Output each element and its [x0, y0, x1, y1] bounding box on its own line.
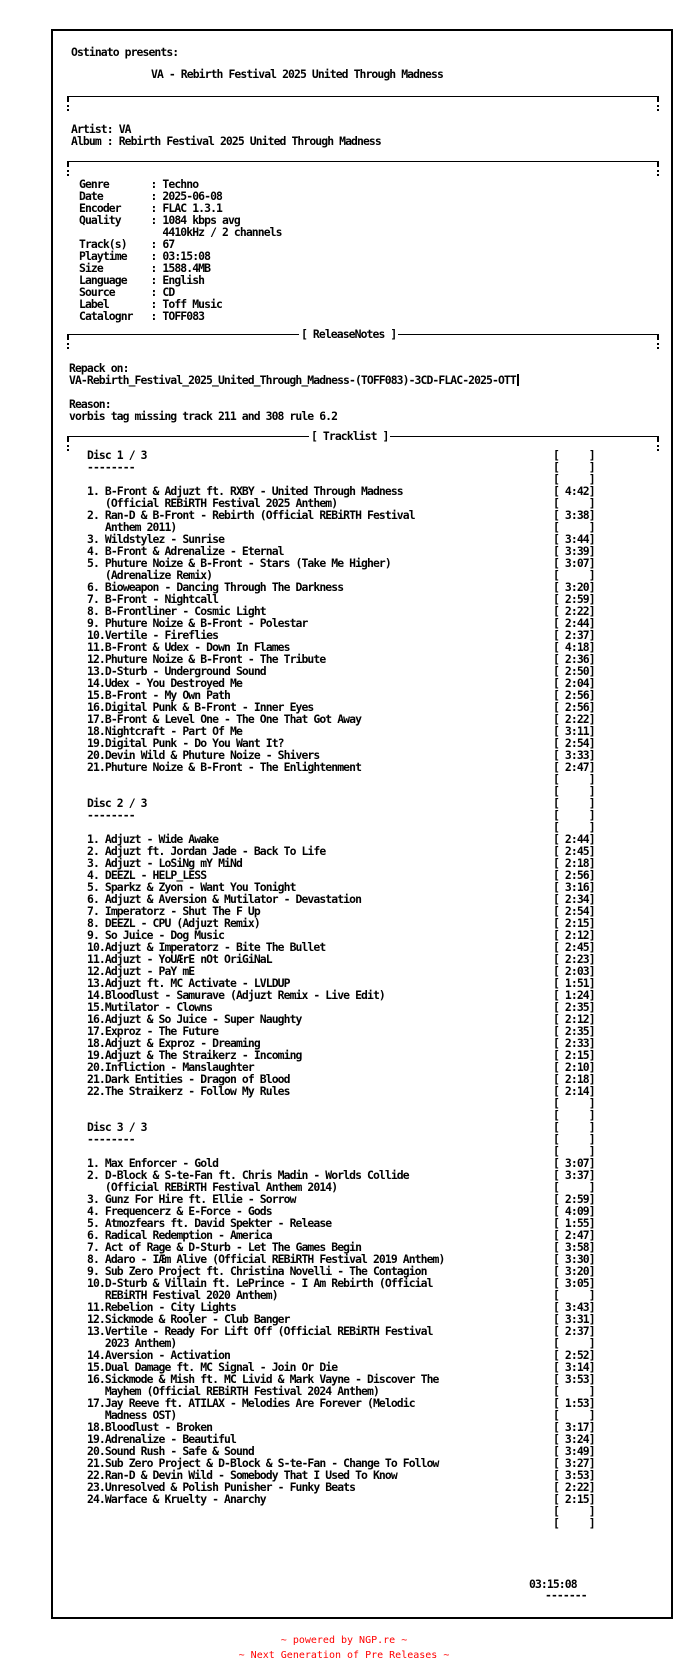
- track-duration: [ ]: [553, 808, 595, 822]
- frame-dots: [67, 445, 69, 451]
- track-duration: [ 2:04]: [553, 676, 595, 690]
- disc-title-text: Disc 2 / 3: [87, 796, 147, 810]
- blank-row: [87, 1505, 613, 1517]
- track-title: 19.Adrenalize - Beautiful: [87, 1432, 236, 1446]
- track-duration: [ 1:51]: [553, 976, 595, 990]
- track-duration: [ 2:23]: [553, 952, 595, 966]
- track-title: 7. Act of Rage & D-Sturb - Let The Games Begin: [87, 1240, 362, 1254]
- track-duration: [ 2:37]: [553, 1324, 595, 1338]
- track-title: 21.Sub Zero Project & D-Block & S-te-Fan - Change To Follow: [87, 1456, 439, 1470]
- disc-underline: [87, 461, 613, 473]
- info-separator: :: [150, 177, 163, 191]
- track-title: 4. DEEZL - HELP_LESS: [87, 868, 207, 882]
- track-row: [87, 761, 613, 773]
- track-row-continuation-text: Mayhem (Official REBiRTH Festival 2024 Anthem): [87, 1384, 379, 1398]
- track-title: 7. Imperatorz - Shut The F Up: [87, 904, 260, 918]
- track-duration: [ ]: [553, 520, 595, 534]
- blank-row: [87, 1517, 613, 1529]
- releasenotes-title: [ ReleaseNotes ]: [301, 327, 397, 341]
- track-duration: [ 3:07]: [553, 1156, 595, 1170]
- track-title: 6. Adjuzt & Aversion & Mutilator - Devastation: [87, 892, 362, 906]
- track-duration: [ 4:18]: [553, 640, 595, 654]
- album-line: [71, 135, 381, 147]
- album-label: Album :: [71, 134, 113, 148]
- track-title: 13.D-Sturb - Underground Sound: [87, 664, 266, 678]
- track-title: 2. D-Block & S-te-Fan ft. Chris Madin - Worlds Collide: [87, 1168, 409, 1182]
- track-duration: [ 3:49]: [553, 1444, 595, 1458]
- disc-underline: [87, 1133, 613, 1145]
- track-duration: [ 2:44]: [553, 832, 595, 846]
- section-frame-tracklist: [67, 429, 659, 445]
- track-duration: [ 2:52]: [553, 1348, 595, 1362]
- track-title: 10.Vertile - Fireflies: [87, 628, 219, 642]
- blank-row-text: [87, 773, 553, 785]
- track-duration: [ 2:03]: [553, 964, 595, 978]
- track-duration: [ 3:20]: [553, 580, 595, 594]
- total-playtime: 03:15:08: [529, 1577, 577, 1591]
- track-duration: [ 2:54]: [553, 736, 595, 750]
- track-duration: [ 3:31]: [553, 1312, 595, 1326]
- track-title: 14.Aversion - Activation: [87, 1348, 230, 1362]
- track-duration: [ 1:53]: [553, 1396, 595, 1410]
- track-row-continuation-text: (Official REBiRTH Festival Anthem 2014): [87, 1180, 338, 1194]
- track-title: 5. Sparkz & Zyon - Want You Tonight: [87, 880, 296, 894]
- track-title: 15.B-Front - My Own Path: [87, 688, 230, 702]
- track-duration: [ ]: [553, 796, 595, 810]
- info-separator: :: [150, 261, 163, 275]
- info-value: 67: [162, 237, 175, 251]
- track-title: 4. Frequencerz & E-Force - Gods: [87, 1204, 272, 1218]
- disc-title: [87, 797, 613, 809]
- track-title: 22.Ran-D & Devin Wild - Somebody That I Used To Know: [87, 1468, 397, 1482]
- blank-row: [87, 773, 613, 785]
- blank-row: [87, 1097, 613, 1109]
- track-title: 2. Ran-D & B-Front - Rebirth (Official REBiRTH Festival: [87, 508, 415, 522]
- track-duration: [ 3:39]: [553, 544, 595, 558]
- track-duration: [ 2:37]: [553, 628, 595, 642]
- track-row-continuation-text: REBiRTH Festival 2020 Anthem): [87, 1288, 278, 1302]
- track-duration: [ 3:17]: [553, 1420, 595, 1434]
- frame-dots: [67, 343, 69, 349]
- track-title: 19.Adjuzt & The Straikerz - Incoming: [87, 1048, 302, 1062]
- info-separator: :: [150, 201, 163, 215]
- track-title: 22.The Straikerz - Follow My Rules: [87, 1084, 290, 1098]
- info-value: English: [162, 273, 205, 287]
- blank-row: [87, 1109, 613, 1121]
- track-duration: [ 3:27]: [553, 1456, 595, 1470]
- track-duration: [ 2:15]: [553, 916, 595, 930]
- info-row: [79, 310, 282, 322]
- footer-tagline: ~ Next Generation of Pre Releases ~: [238, 1650, 450, 1661]
- section-frame-releasenotes: [67, 327, 659, 343]
- track-title: 16.Digital Punk & B-Front - Inner Eyes: [87, 700, 314, 714]
- section-frame-artist: [67, 96, 659, 105]
- track-duration: [ 2:56]: [553, 868, 595, 882]
- info-label: Genre: [79, 177, 151, 191]
- track-row-continuation-text: Anthem 2011): [87, 520, 177, 534]
- info-separator: :: [150, 213, 163, 227]
- blank-row-text: [87, 1097, 553, 1109]
- info-label: Source: [79, 285, 151, 299]
- track-title: 4. B-Front & Adrenalize - Eternal: [87, 544, 284, 558]
- info-label: Label: [79, 297, 151, 311]
- info-separator: :: [150, 285, 163, 299]
- track-duration: [ 3:11]: [553, 724, 595, 738]
- track-title: 16.Adjuzt & So Juice - Super Naughty: [87, 1012, 302, 1026]
- track-title: 20.Infliction - Manslaughter: [87, 1060, 254, 1074]
- track-duration: [ 2:18]: [553, 1072, 595, 1086]
- track-duration: [ 3:43]: [553, 1300, 595, 1314]
- disc-underline-text: --------: [87, 808, 135, 822]
- info-value: TOFF083: [162, 309, 205, 323]
- disc-underline-text: --------: [87, 1132, 135, 1146]
- text-cursor: [517, 374, 519, 386]
- frame-dots: [67, 105, 69, 111]
- info-label: Quality: [79, 213, 151, 227]
- track-duration: [ 3:38]: [553, 508, 595, 522]
- track-row: [87, 1493, 613, 1505]
- track-duration: [ ]: [553, 1408, 595, 1422]
- track-duration: [ 2:15]: [553, 1048, 595, 1062]
- track-row-continuation-text: Madness OST): [87, 1408, 177, 1422]
- info-label: Playtime: [79, 249, 151, 263]
- track-duration: [ 1:24]: [553, 988, 595, 1002]
- track-duration: [ 2:45]: [553, 844, 595, 858]
- blank-row-text: [87, 1109, 553, 1121]
- track-title: 13.Vertile - Ready For Lift Off (Official REBiRTH Festival: [87, 1324, 433, 1338]
- track-title: 1. B-Front & Adjuzt ft. RXBY - United Through Madness: [87, 484, 403, 498]
- track-title: 5. Atmozfears ft. David Spekter - Release: [87, 1216, 332, 1230]
- track-title: 2. Adjuzt ft. Jordan Jade - Back To Life: [87, 844, 326, 858]
- track-duration: [ 2:59]: [553, 592, 595, 606]
- track-title: 12.Sickmode & Rooler - Club Banger: [87, 1312, 290, 1326]
- track-duration: [ 2:45]: [553, 940, 595, 954]
- track-duration: [ ]: [553, 1144, 595, 1158]
- track-title: 14.Bloodlust - Samurave (Adjuzt Remix - Live Edit): [87, 988, 385, 1002]
- track-duration: [ ]: [553, 448, 595, 462]
- track-title: 17.Exproz - The Future: [87, 1024, 219, 1038]
- track-duration: [ 3:53]: [553, 1468, 595, 1482]
- track-duration: [ ]: [553, 1384, 595, 1398]
- blank-row-text: [87, 785, 553, 797]
- track-duration: [ 3:33]: [553, 748, 595, 762]
- track-title: 3. Wildstylez - Sunrise: [87, 532, 225, 546]
- track-title: 20.Sound Rush - Safe & Sound: [87, 1444, 254, 1458]
- info-label: Encoder: [79, 201, 151, 215]
- info-separator: :: [150, 189, 163, 203]
- track-duration: [ 3:44]: [553, 532, 595, 546]
- info-value: 1084 kbps avg: [162, 213, 240, 227]
- presents-text: Ostinato presents:: [71, 45, 179, 59]
- track-duration: [ 3:58]: [553, 1240, 595, 1254]
- track-duration: [ 3:14]: [553, 1360, 595, 1374]
- track-duration: [ 2:22]: [553, 604, 595, 618]
- track-title: 18.Adjuzt & Exproz - Dreaming: [87, 1036, 260, 1050]
- track-title: 8. DEEZL - CPU (Adjuzt Remix): [87, 916, 260, 930]
- blank-row-text: [87, 1517, 553, 1529]
- track-duration: [ ]: [553, 1132, 595, 1146]
- track-duration: [ 2:47]: [553, 760, 595, 774]
- track-duration: [ 3:20]: [553, 1264, 595, 1278]
- track-title: 15.Dual Damage ft. MC Signal - Join Or Die: [87, 1360, 338, 1374]
- repack-release-name: VA-Rebirth_Festival_2025_United_Through_Madness-(TOFF083)-3CD-FLAC-2025-OTT: [69, 373, 516, 387]
- frame-dots: [657, 445, 659, 451]
- info-value: Toff Music: [162, 297, 222, 311]
- info-separator: :: [150, 237, 163, 251]
- track-title: 9. Sub Zero Project ft. Christina Novelli - The Contagion: [87, 1264, 427, 1278]
- info-label: Track(s): [79, 237, 151, 251]
- track-title: 1. Adjuzt - Wide Awake: [87, 832, 219, 846]
- track-duration: [ 3:05]: [553, 1276, 595, 1290]
- disc-underline: [87, 809, 613, 821]
- disc-underline-text: --------: [87, 460, 135, 474]
- info-separator: :: [150, 273, 163, 287]
- album-value: Rebirth Festival 2025 United Through Madness: [118, 134, 381, 148]
- track-duration: [ ]: [553, 460, 595, 474]
- track-title: 19.Digital Punk - Do You Want It?: [87, 736, 284, 750]
- track-duration: [ ]: [553, 568, 595, 582]
- track-duration: [ 2:22]: [553, 712, 595, 726]
- tracklist-title: [ Tracklist ]: [311, 429, 389, 443]
- track-duration: [ ]: [553, 1516, 595, 1530]
- artist-value: VA: [118, 122, 131, 136]
- track-duration: [ 2:10]: [553, 1060, 595, 1074]
- track-duration: [ 2:56]: [553, 700, 595, 714]
- track-duration: [ ]: [553, 1336, 595, 1350]
- info-separator: :: [150, 309, 163, 323]
- track-title: 10.D-Sturb & Villain ft. LePrince - I Am Rebirth (Official: [87, 1276, 433, 1290]
- frame-dots: [67, 170, 69, 176]
- info-list: [79, 178, 282, 322]
- track-duration: [ 3:07]: [553, 556, 595, 570]
- track-title: 3. Adjuzt - LoSiNg mY MiNd: [87, 856, 242, 870]
- info-value: 4410kHz / 2 channels: [162, 225, 282, 239]
- track-title: 18.Bloodlust - Broken: [87, 1420, 213, 1434]
- track-title: 6. Radical Redemption - America: [87, 1228, 272, 1242]
- frame-dots: [657, 105, 659, 111]
- artist-label: Artist:: [71, 122, 113, 136]
- track-duration: [ 2:47]: [553, 1228, 595, 1242]
- track-title: 14.Udex - You Destroyed Me: [87, 676, 242, 690]
- frame-dots: [657, 170, 659, 176]
- track-title: 16.Sickmode & Mish ft. MC Livid & Mark Vayne - Discover The: [87, 1372, 439, 1386]
- track-duration: [ ]: [553, 1120, 595, 1134]
- info-separator: :: [150, 297, 163, 311]
- track-title: 21.Phuture Noize & B-Front - The Enlightenment: [87, 760, 362, 774]
- track-title: 11.Rebelion - City Lights: [87, 1300, 236, 1314]
- track-duration: [ ]: [553, 1108, 595, 1122]
- repack-label: Repack on:: [69, 361, 129, 375]
- info-value: CD: [162, 285, 175, 299]
- track-duration: [ 2:36]: [553, 652, 595, 666]
- disc-title: [87, 1121, 613, 1133]
- disc-title-text: Disc 1 / 3: [87, 448, 147, 462]
- track-title: 3. Gunz For Hire ft. Ellie - Sorrow: [87, 1192, 296, 1206]
- track-row-continuation-text: (Adrenalize Remix): [87, 568, 213, 582]
- track-title: 8. B-Frontliner - Cosmic Light: [87, 604, 266, 618]
- frame-dots: [657, 343, 659, 349]
- track-duration: [ 3:37]: [553, 1168, 595, 1182]
- track-duration: [ 3:16]: [553, 880, 595, 894]
- disc-title: [87, 449, 613, 461]
- track-title: 17.Jay Reeve ft. ATILAX - Melodies Are Forever (Melodic: [87, 1396, 415, 1410]
- info-separator: :: [150, 249, 163, 263]
- track-duration: [ 4:42]: [553, 484, 595, 498]
- track-duration: [ 2:35]: [553, 1024, 595, 1038]
- track-title: 9. So Juice - Dog Music: [87, 928, 225, 942]
- blank-row: [87, 785, 613, 797]
- info-label: Language: [79, 273, 151, 287]
- track-duration: [ 3:53]: [553, 1372, 595, 1386]
- track-title: 8. Adaro - IÆm Alive (Official REBiRTH Festival 2019 Anthem): [87, 1252, 445, 1266]
- track-title: 23.Unresolved & Polish Punisher - Funky Beats: [87, 1480, 356, 1494]
- reason-value: vorbis tag missing track 211 and 308 rule 6.2: [69, 409, 338, 423]
- info-value: Techno: [162, 177, 199, 191]
- track-duration: [ 3:24]: [553, 1432, 595, 1446]
- track-duration: [ 2:12]: [553, 928, 595, 942]
- track-title: 11.Adjuzt - YoUÆrE nOt OriGiNaL: [87, 952, 272, 966]
- info-value: 2025-06-08: [162, 189, 222, 203]
- disc-title-text: Disc 3 / 3: [87, 1120, 147, 1134]
- track-duration: [ 1:55]: [553, 1216, 595, 1230]
- track-title: 13.Adjuzt ft. MC Activate - LVLDUP: [87, 976, 290, 990]
- track-duration: [ 3:30]: [553, 1252, 595, 1266]
- track-row-continuation-text: (Official REBiRTH Festival 2025 Anthem): [87, 496, 338, 510]
- track-duration: [ 2:15]: [553, 1492, 595, 1506]
- track-duration: [ 2:12]: [553, 1012, 595, 1026]
- track-duration: [ 2:59]: [553, 1192, 595, 1206]
- track-duration: [ 2:54]: [553, 904, 595, 918]
- track-title: 12.Adjuzt - PaY mE: [87, 964, 195, 978]
- track-title: 18.Nightcraft - Part Of Me: [87, 724, 242, 738]
- info-label: Catalognr: [79, 309, 151, 323]
- reason-label: Reason:: [69, 397, 111, 411]
- track-duration: [ ]: [553, 772, 595, 786]
- info-value: 03:15:08: [162, 249, 211, 263]
- track-title: 11.B-Front & Udex - Down In Flames: [87, 640, 290, 654]
- track-title: 6. Bioweapon - Dancing Through The Darkness: [87, 580, 344, 594]
- track-duration: [ 2:50]: [553, 664, 595, 678]
- track-title: 15.Mutilator - Clowns: [87, 1000, 213, 1014]
- track-duration: [ ]: [553, 1096, 595, 1110]
- track-duration: [ ]: [553, 1504, 595, 1518]
- blank-row-text: [87, 1505, 553, 1517]
- track-title: 17.B-Front & Level One - The One That Got Away: [87, 712, 362, 726]
- track-duration: [ 2:22]: [553, 1480, 595, 1494]
- track-duration: [ ]: [553, 496, 595, 510]
- track-title: 21.Dark Entities - Dragon of Blood: [87, 1072, 290, 1086]
- track-title: 7. B-Front - Nightcall: [87, 592, 219, 606]
- track-duration: [ 2:33]: [553, 1036, 595, 1050]
- track-duration: [ ]: [553, 784, 595, 798]
- info-value: 1588.4MB: [162, 261, 211, 275]
- track-duration: [ ]: [553, 472, 595, 486]
- release-title: VA - Rebirth Festival 2025 United Through Madness: [151, 67, 443, 81]
- section-frame-info: [67, 161, 659, 170]
- track-duration: [ 2:14]: [553, 1084, 595, 1098]
- info-value: FLAC 1.3.1: [162, 201, 222, 215]
- nfo-document: [51, 29, 673, 1619]
- track-duration: [ ]: [553, 1288, 595, 1302]
- track-title: 5. Phuture Noize & B-Front - Stars (Take Me Higher): [87, 556, 391, 570]
- track-title: 10.Adjuzt & Imperatorz - Bite The Bullet: [87, 940, 326, 954]
- track-duration: [ 2:56]: [553, 688, 595, 702]
- track-duration: [ ]: [553, 820, 595, 834]
- track-duration: [ 2:34]: [553, 892, 595, 906]
- track-duration: [ ]: [553, 1180, 595, 1194]
- repack-value: [69, 374, 519, 386]
- track-title: 1. Max Enforcer - Gold: [87, 1156, 219, 1170]
- info-label: Size: [79, 261, 151, 275]
- footer-powered-by: ~ powered by NGP.re ~: [280, 1635, 408, 1646]
- track-title: 24.Warface & Kruelty - Anarchy: [87, 1492, 266, 1506]
- track-title: 9. Phuture Noize & B-Front - Polestar: [87, 616, 308, 630]
- track-row-continuation-text: 2023 Anthem): [87, 1336, 177, 1350]
- track-duration: [ 4:09]: [553, 1204, 595, 1218]
- track-title: 20.Devin Wild & Phuture Noize - Shivers: [87, 748, 320, 762]
- track-row: [87, 1085, 613, 1097]
- track-duration: [ 2:35]: [553, 1000, 595, 1014]
- track-title: 12.Phuture Noize & B-Front - The Tribute: [87, 652, 326, 666]
- total-underline: -------: [545, 1588, 587, 1602]
- track-duration: [ 2:18]: [553, 856, 595, 870]
- track-duration: [ 2:44]: [553, 616, 595, 630]
- info-label: Date: [79, 189, 151, 203]
- tracklist: [87, 449, 613, 1529]
